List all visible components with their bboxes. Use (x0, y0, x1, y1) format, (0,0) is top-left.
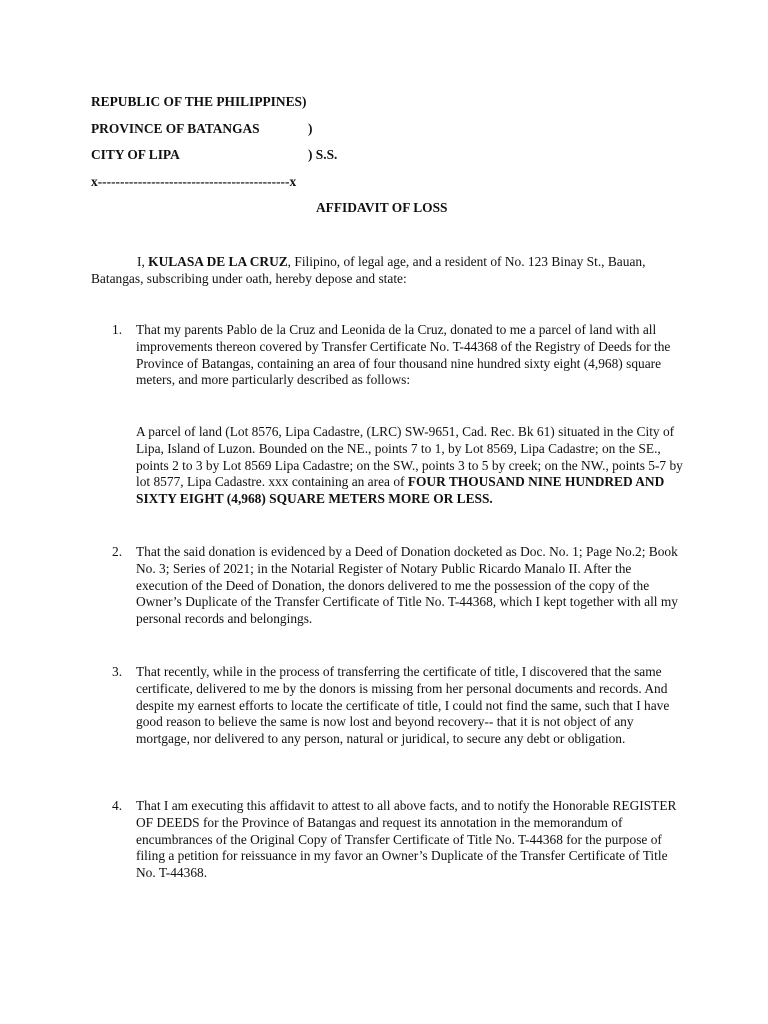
caption-line-city (91, 147, 338, 163)
affiant-name: KULASA DE LA CRUZ (148, 254, 288, 269)
list-item-text: That the said donation is evidenced by a Deed of Donation docketed as Doc. No. 1; Page No.2; Book No. 3; Series of 2021; in the Notarial Register of Notary Public Ricardo Manalo II. After the execution of the Deed of Donation, the donors delivered to me the possession of the copy of the Owner’s Duplicate of the Transfer Certificate of Title No. T-44368, which I kept together with all my personal records and belongings. (136, 544, 678, 627)
property-description-text: A parcel of land (Lot 8576, Lipa Cadastre, (LRC) SW-9651, Cad. Rec. Bk 61) situated in the City of Lipa, Island of Luzon. Bounded on the NE., points 7 to 1, by Lot 8569, Lipa Cadastre; on the SE., points 2 to 3 by Lot 8569 Lipa Cadastre; on the SW., points 3 to 5 by creek; on the NW., points 5-7 by lot 8577, Lipa Cadastre. xxx containing an area of (136, 424, 683, 490)
caption-republic-text: REPUBLIC OF THE PHILIPPINES) (91, 94, 307, 109)
document-title: AFFIDAVIT OF LOSS (316, 200, 448, 215)
list-item-number: 3. (112, 664, 123, 679)
list-item-number: 4. (112, 798, 123, 813)
caption-line-province (91, 121, 313, 137)
list-item-number: 2. (112, 544, 123, 559)
caption-province-paren: ) (308, 121, 313, 136)
list-item-text: That my parents Pablo de la Cruz and Leonida de la Cruz, donated to me a parcel of land with all improvements thereon covered by Transfer Certificate No. T-44368 of the Registry of Deeds for the Province of Batangas, containing an area of four thousand nine hundred sixty eight (4,968) square meters, and more particularly described as follows: (136, 322, 671, 388)
list-item-number: 1. (112, 322, 123, 337)
property-area-bold: FOUR THOUSAND NINE HUNDRED AND SIXTY EIGHT (4,968) SQUARE METERS MORE OR LESS. (136, 474, 665, 507)
property-description (136, 424, 686, 508)
list-item-text: That recently, while in the process of transferring the certificate of title, I discovered that the same certificate, delivered to me by the donors is missing from her personal documents and records. And despite my earnest efforts to locate the certificate of title, I could not find the same, such that I have good reason to believe the same is now lost and beyond recovery-- that it is not object of any mortgage, nor delivered to any person, natural or juridical, to secure any debt or obligation. (136, 664, 670, 747)
list-item-text: That I am executing this affidavit to attest to all above facts, and to notify the Honorable REGISTER OF DEEDS for the Province of Batangas and request its annotation in the memorandum of encumbrances of the Original Copy of Transfer Certificate of Title No. T-44368 for the purpose of filing a petition for reissuance in my favor an Owner’s Duplicate of the Transfer Certificate of Title No. T-44368. (136, 798, 677, 881)
caption-divider-text: x-------------------------------------------x (91, 174, 297, 189)
intro-rest: , Filipino, of legal age, and a resident of No. 123 Binay St., Bauan, Batangas, subscribing under oath, hereby depose and state: (91, 254, 646, 286)
caption-line-republic (91, 94, 306, 110)
caption-divider (91, 174, 296, 190)
caption-city-paren: ) S.S. (308, 147, 338, 162)
caption-city-text: CITY OF LIPA (91, 147, 180, 162)
caption-province-text: PROVINCE OF BATANGAS (91, 121, 260, 136)
intro-prefix: I, (137, 254, 149, 269)
intro-paragraph (91, 254, 691, 288)
